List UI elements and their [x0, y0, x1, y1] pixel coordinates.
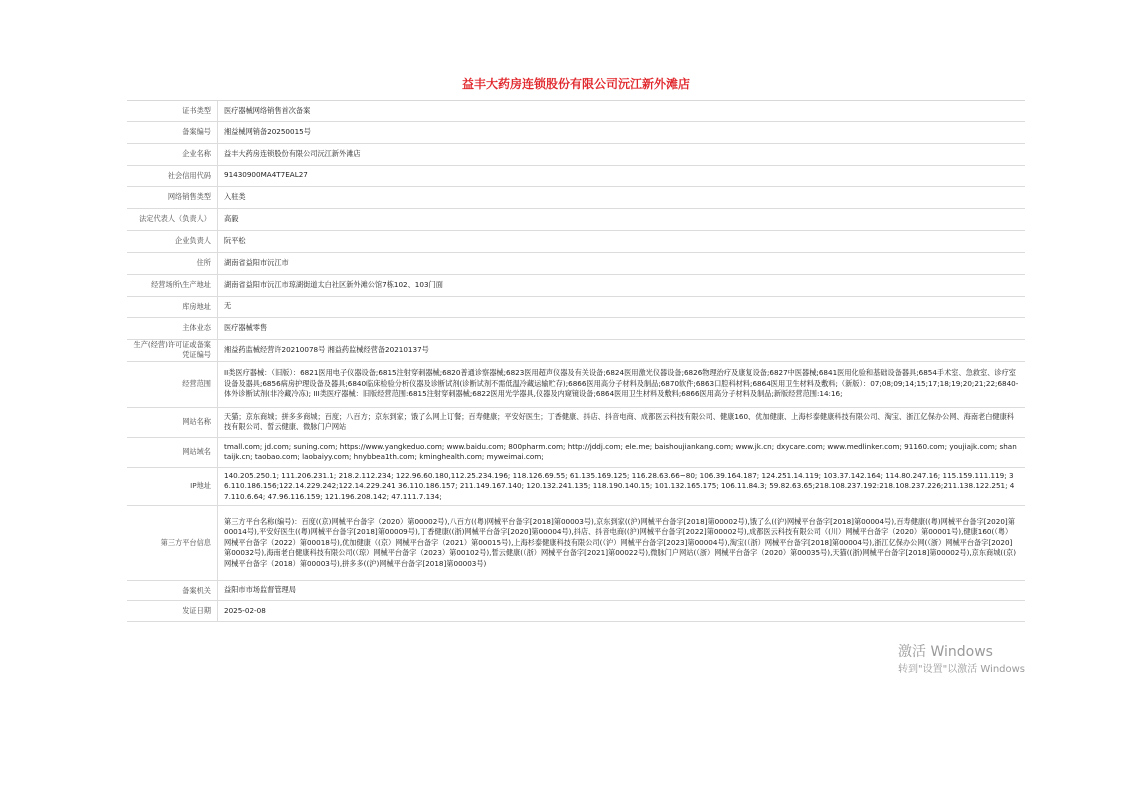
windows-activation-watermark: [898, 643, 1025, 677]
watermark-line2: 转到"设置"以激活 Windows: [898, 664, 1026, 675]
field-label: 网站域名: [127, 437, 218, 467]
field-label: 发证日期: [127, 601, 218, 622]
table-row: [127, 252, 1025, 274]
field-label: 经营范围: [127, 361, 218, 407]
field-label: 住所: [127, 252, 218, 274]
field-value: 湘益械网销备20250015号: [218, 121, 1026, 143]
table-row: [127, 407, 1025, 437]
table-row: [127, 361, 1025, 407]
table-row: [127, 581, 1025, 601]
field-label: 主体业态: [127, 317, 218, 339]
field-value: 益阳市市场监督管理局: [218, 581, 1026, 601]
field-value: 无: [218, 296, 1026, 317]
field-value: 医疗器械网络销售首次备案: [218, 101, 1026, 121]
table-row: [127, 339, 1025, 361]
field-label: IP地址: [127, 467, 218, 506]
table-row: [127, 467, 1025, 506]
field-value: 医疗器械零售: [218, 317, 1026, 339]
table-row: [127, 274, 1025, 296]
table-row: [127, 506, 1025, 581]
field-label: 网络销售类型: [127, 186, 218, 208]
field-label: 企业名称: [127, 143, 218, 165]
table-row: [127, 296, 1025, 317]
record-table: [127, 101, 1025, 622]
field-value: 湘益药监械经营许20210078号 湘益药监械经营备20210137号: [218, 339, 1026, 361]
field-value: 入驻类: [218, 186, 1026, 208]
field-label: 证书类型: [127, 101, 218, 121]
watermark-line1: 激活 Windows: [898, 644, 993, 660]
table-row: [127, 601, 1025, 622]
field-label: 企业负责人: [127, 230, 218, 252]
field-label: 网站名称: [127, 407, 218, 437]
table-row: [127, 121, 1025, 143]
field-value: 湖南省益阳市沅江市琼湖街道太白社区新外滩公馆7栋102、103门面: [218, 274, 1026, 296]
page-title: 益丰大药房连锁股份有限公司沅江新外滩店: [127, 69, 1025, 101]
field-value: 阮平松: [218, 230, 1026, 252]
table-row: [127, 230, 1025, 252]
table-row: [127, 186, 1025, 208]
table-row: [127, 437, 1025, 467]
field-label: 经营场所\生产地址: [127, 274, 218, 296]
field-label: 第三方平台信息: [127, 506, 218, 581]
field-value: 第三方平台名称(编号)：百度((京)网械平台备字（2020）第00002号),八百方((粤)网械平台备字[2018]第00003号),京东到家((沪)网械平台备字[2018]第00002号),饿了么((沪)网械平台备字[2018]第00004号),百寿健康((粤)网械平台备字[2020]第00014号),平安好医生((粤)网械平台备字[2018]第00009号),丁香健康((浙)网械平台备字[2020]第00004号),抖店、抖音电商((沪)网械平台备字[2022]第00002号),成都医云科技有限公司（(川）网械平台备字（2020）第00001号),健康160(（粤）网械平台备字（2022）第00018号),优加健康（(京）网械平台备字（2021）第00015号),上海杉泰健康科技有限公司(（沪）网械平台备字[2023]第00004号),淘宝(（浙）网械平台备字[2018]第00004号),浙江亿保办公网(（浙）网械平台备字[2020]第00032号),海南老白健康科技有限公司(（琼）网械平台备字（2023）第00102号),皙云健康(（浙）网械平台备字[2021]第00022号),微脉门户网站(（浙）网械平台备字（2020）第00035号),天猫((浙)网械平台备字[2018]第00002号),京东商城((京)网械平台备字（2018）第00003号),拼多多((沪)网械平台备字[2018]第00003号): [218, 506, 1026, 581]
record-document: [127, 69, 1025, 622]
table-row: [127, 101, 1025, 121]
field-value: 140.205.250.1; 111.206.231.1; 218.2.112.234; 122.96.60.180,112.25.234.196; 118.126.69.55; 61.135.169.125; 116.28.63.66~80; 106.39.164.187; 124.251.14.119; 103.37.142.164; 114.80.247.16; 115.159.111.119; 36.110.186.156;122.14.229.242;122.14.229.241 36.110.186.157; 211.149.167.140; 120.132.241.135; 118.190.140.15; 101.132.165.175; 106.11.84.3; 59.82.63.65;218.108.237.192:218.108.237.226;211.138.122.251; 47.110.6.64; 47.96.116.159; 121.196.208.142; 47.111.7.134;: [218, 467, 1026, 506]
table-row: [127, 165, 1025, 186]
field-label: 库房地址: [127, 296, 218, 317]
field-value: tmall.com; jd.com; suning.com; https://www.yangkeduo.com; www.baidu.com; 800pharm.com; http://jddj.com; ele.me; baishoujiankang.com; www.jk.cn; dxycare.com; www.medlinker.com; 91160.com; youjiajk.com; shantaijk.cn; taobao.com; laobaiyy.com; hnybbea1th.com; kminghealth.com; myweimai.com;: [218, 437, 1026, 467]
table-row: [127, 208, 1025, 230]
field-label: 备案编号: [127, 121, 218, 143]
field-label: 社会信用代码: [127, 165, 218, 186]
table-row: [127, 317, 1025, 339]
field-value: 湖南省益阳市沅江市: [218, 252, 1026, 274]
field-label: 法定代表人（负责人）: [127, 208, 218, 230]
field-value: 91430900MA4T7EAL27: [218, 165, 1026, 186]
field-label: 生产(经营)许可证或备案凭证编号: [127, 339, 218, 361]
field-value: II类医疗器械：（旧版）：6821医用电子仪器设备;6815注射穿刺器械;6820普通诊察器械;6823医用超声仪器及有关设备;6824医用激光仪器设备;6826物理治疗及康复设备;6827中医器械;6841医用化验和基础设备器具;6854手术室、急救室、诊疗室设备及器具;6856病房护理设备及器具;6840临床检验分析仪器及诊断试剂(诊断试剂不需低温冷藏运输贮存);6866医用高分子材料及制品;6870软件;6863口腔科材料;6864医用卫生材料及敷料;（新版）：07;08;09;14;15;17;18;19;20;21;22;6840-体外诊断试剂(非冷藏冷冻); III类医疗器械：旧版经营范围:6815注射穿刺器械;6822医用光学器具,仪器及内窥镜设备;6864医用卫生材料及敷料;6866医用高分子材料及制品;新版经营范围:14:16;: [218, 361, 1026, 407]
field-value: 高毅: [218, 208, 1026, 230]
field-label: 备案机关: [127, 581, 218, 601]
field-value: 2025-02-08: [218, 601, 1026, 622]
field-value: 益丰大药房连锁股份有限公司沅江新外滩店: [218, 143, 1026, 165]
field-value: 天猫；京东商城；拼多多商城；百度；八百方；京东到家；饿了么网上订餐；百寿健康；平安好医生；丁香健康、抖店、抖音电商、成都医云科技有限公司、健康160、优加健康、上海杉泰健康科技有限公司、淘宝、浙江亿保办公网、海南老白健康科技有限公司、皙云健康、微脉门户网站: [218, 407, 1026, 437]
table-row: [127, 143, 1025, 165]
